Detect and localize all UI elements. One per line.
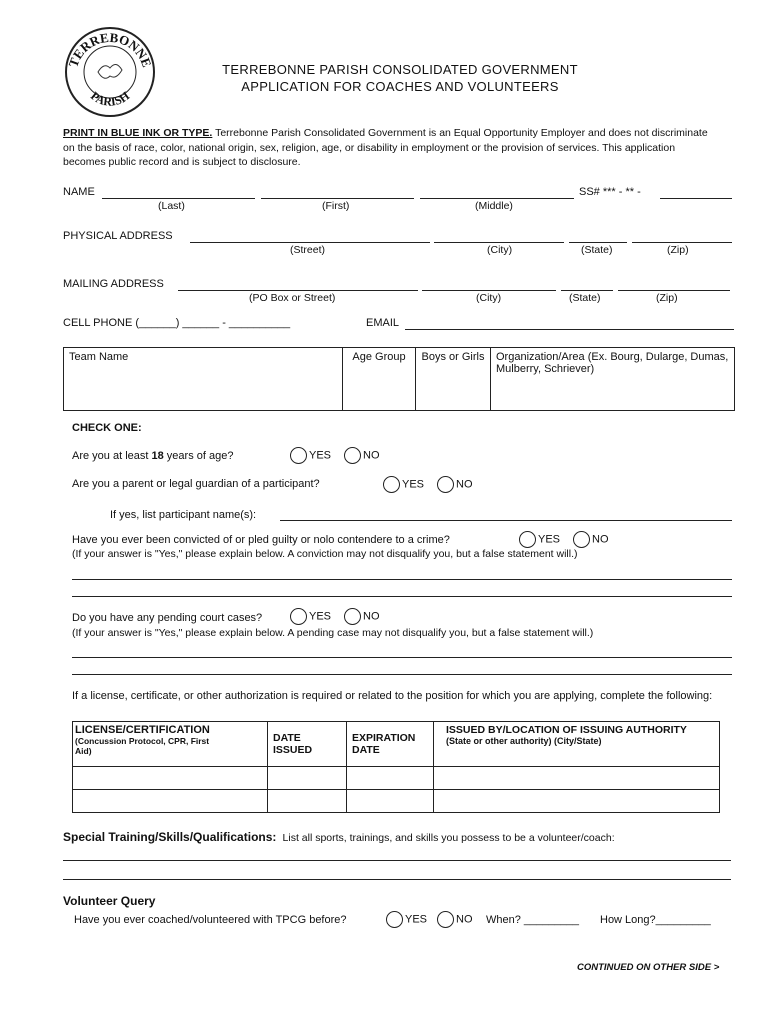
license-col1-header: LICENSE/CERTIFICATION bbox=[75, 724, 210, 736]
license-intro: If a license, certificate, or other authorization is required or related to the position for which you are applying, complete the following: bbox=[72, 690, 713, 702]
parent-no-radio[interactable] bbox=[437, 476, 454, 493]
age-group-header[interactable]: Age Group bbox=[343, 348, 416, 411]
license-row1-col3[interactable] bbox=[347, 767, 434, 790]
svg-text:PARISH bbox=[88, 88, 133, 109]
license-row1-col2[interactable] bbox=[268, 767, 347, 790]
parent-yes-radio[interactable] bbox=[383, 476, 400, 493]
crime-yes-radio[interactable] bbox=[519, 531, 536, 548]
seal-bottom-text: PARISH bbox=[87, 88, 133, 109]
mailing-state-field[interactable] bbox=[561, 290, 613, 291]
court-no-radio[interactable] bbox=[344, 608, 361, 625]
crime-no-radio[interactable] bbox=[573, 531, 590, 548]
intro-bold: PRINT IN BLUE INK OR TYPE. bbox=[63, 127, 213, 139]
court-yes-label: YES bbox=[309, 610, 332, 623]
participant-names-field[interactable] bbox=[280, 520, 732, 521]
volunteer-yes-label: YES bbox=[405, 913, 428, 926]
city-caption: (City) bbox=[487, 244, 513, 256]
continued-note: CONTINUED ON OTHER SIDE > bbox=[577, 962, 720, 973]
mailing-city-caption: (City) bbox=[476, 292, 502, 304]
crime-yes-label: YES bbox=[538, 533, 561, 546]
intro-text: Terrebonne Parish Consolidated Government is an Equal Opportunity Employer and does not discriminate on the basis of race, color, national origin, sex, religion, age, or disability in employment or the provision of services. This application becomes public record and is subject to disclosure. bbox=[63, 127, 708, 169]
ss-field[interactable] bbox=[660, 198, 732, 199]
age-no-radio[interactable] bbox=[344, 447, 361, 464]
parish-seal-logo bbox=[64, 26, 156, 118]
middle-caption: (Middle) bbox=[475, 200, 513, 212]
svg-text:TERREBONNE bbox=[65, 30, 154, 69]
special-training-text: List all sports, trainings, and skills you possess to be a volunteer/coach: bbox=[282, 832, 615, 844]
license-col4-header: ISSUED BY/LOCATION OF ISSUING AUTHORITY bbox=[446, 724, 687, 736]
mailing-city-field[interactable] bbox=[422, 290, 556, 291]
mailing-state-caption: (State) bbox=[569, 292, 601, 304]
boys-girls-header[interactable]: Boys or Girls bbox=[416, 348, 491, 411]
special-line-2[interactable] bbox=[63, 879, 731, 880]
license-row2-col3[interactable] bbox=[347, 790, 434, 813]
participant-names-label: If yes, list participant name(s): bbox=[110, 509, 257, 521]
name-label: NAME bbox=[63, 186, 95, 198]
email-field[interactable] bbox=[405, 329, 734, 330]
license-table bbox=[72, 721, 720, 813]
volunteer-query-heading: Volunteer Query bbox=[63, 894, 156, 908]
license-col3-header: EXPIRATION DATE bbox=[352, 732, 416, 756]
parent-no-label: NO bbox=[456, 478, 473, 491]
court-no-label: NO bbox=[363, 610, 380, 623]
volunteer-how-long-field[interactable]: How Long?_________ bbox=[600, 914, 711, 926]
physical-state-field[interactable] bbox=[569, 242, 627, 243]
last-caption: (Last) bbox=[158, 200, 185, 212]
special-line-1[interactable] bbox=[63, 860, 731, 861]
street-caption: (Street) bbox=[290, 244, 326, 256]
age-q-pre: Are you at least bbox=[72, 450, 152, 462]
physical-zip-field[interactable] bbox=[632, 242, 732, 243]
crime-no-label: NO bbox=[592, 533, 609, 546]
license-col4-sub: (State or other authority) (City/State) bbox=[446, 736, 602, 746]
physical-city-field[interactable] bbox=[434, 242, 564, 243]
team-name-header[interactable]: Team Name bbox=[64, 348, 343, 411]
age-q-bold: 18 bbox=[151, 450, 164, 462]
cell-phone-field[interactable]: CELL PHONE (______) ______ - __________ bbox=[63, 317, 291, 329]
first-caption: (First) bbox=[322, 200, 350, 212]
volunteer-no-label: NO bbox=[456, 913, 473, 926]
crime-question: Have you ever been convicted of or pled guilty or nolo contendere to a crime? bbox=[72, 534, 450, 546]
check-one-heading: CHECK ONE: bbox=[72, 422, 142, 434]
crime-note: (If your answer is "Yes," please explain below. A conviction may not disqualify you, but a false statement will.) bbox=[72, 548, 578, 560]
age-yes-label: YES bbox=[309, 449, 332, 462]
middle-name-field[interactable] bbox=[420, 198, 574, 199]
physical-address-label: PHYSICAL ADDRESS bbox=[63, 230, 173, 242]
license-row1-col4[interactable] bbox=[434, 767, 720, 790]
court-explain-line-1[interactable] bbox=[72, 657, 732, 658]
volunteer-no-radio[interactable] bbox=[437, 911, 454, 928]
team-table bbox=[63, 347, 735, 411]
crime-explain-line-2[interactable] bbox=[72, 596, 732, 597]
license-row2-col1[interactable] bbox=[73, 790, 268, 813]
state-caption: (State) bbox=[581, 244, 613, 256]
age-no-label: NO bbox=[363, 449, 380, 462]
license-row1-col1[interactable] bbox=[73, 767, 268, 790]
court-note: (If your answer is "Yes," please explain below. A pending case may not disqualify you, but a false statement will.) bbox=[72, 627, 594, 639]
first-name-field[interactable] bbox=[261, 198, 414, 199]
license-row2-col2[interactable] bbox=[268, 790, 347, 813]
volunteer-question: Have you ever coached/volunteered with TPCG before? bbox=[74, 914, 347, 926]
zip-caption: (Zip) bbox=[667, 244, 689, 256]
age-yes-radio[interactable] bbox=[290, 447, 307, 464]
parent-yes-label: YES bbox=[402, 478, 425, 491]
last-name-field[interactable] bbox=[102, 198, 255, 199]
license-col1-sub: (Concussion Protocol, CPR, First Aid) bbox=[75, 736, 210, 756]
special-training-line bbox=[63, 830, 615, 844]
org-area-header[interactable]: Organization/Area (Ex. Bourg, Dularge, Dumas, Mulberry, Schriever) bbox=[491, 348, 735, 411]
age-question bbox=[72, 450, 233, 462]
header-line-1: TERREBONNE PARISH CONSOLIDATED GOVERNMENT bbox=[222, 62, 578, 77]
license-col2-header: DATE ISSUED bbox=[273, 732, 313, 756]
volunteer-when-field[interactable]: When? _________ bbox=[486, 914, 579, 926]
age-q-post: years of age? bbox=[163, 450, 234, 462]
court-yes-radio[interactable] bbox=[290, 608, 307, 625]
intro-paragraph bbox=[63, 126, 713, 170]
email-label: EMAIL bbox=[366, 317, 400, 329]
license-row2-col4[interactable] bbox=[434, 790, 720, 813]
header-line-2: APPLICATION FOR COACHES AND VOLUNTEERS bbox=[241, 79, 559, 94]
physical-street-field[interactable] bbox=[190, 242, 430, 243]
mailing-address-label: MAILING ADDRESS bbox=[63, 278, 164, 290]
special-training-bold: Special Training/Skills/Qualifications: bbox=[63, 830, 277, 844]
seal-top-text: TERREBONNE bbox=[65, 29, 155, 70]
volunteer-yes-radio[interactable] bbox=[386, 911, 403, 928]
court-question: Do you have any pending court cases? bbox=[72, 612, 263, 624]
mailing-zip-field[interactable] bbox=[618, 290, 730, 291]
mailing-po-field[interactable] bbox=[178, 290, 418, 291]
parent-question: Are you a parent or legal guardian of a participant? bbox=[72, 478, 320, 490]
po-caption: (PO Box or Street) bbox=[249, 292, 336, 304]
crime-explain-line-1[interactable] bbox=[72, 579, 732, 580]
court-explain-line-2[interactable] bbox=[72, 674, 732, 675]
ss-label: SS# *** - ** - bbox=[579, 186, 641, 198]
mailing-zip-caption: (Zip) bbox=[656, 292, 678, 304]
